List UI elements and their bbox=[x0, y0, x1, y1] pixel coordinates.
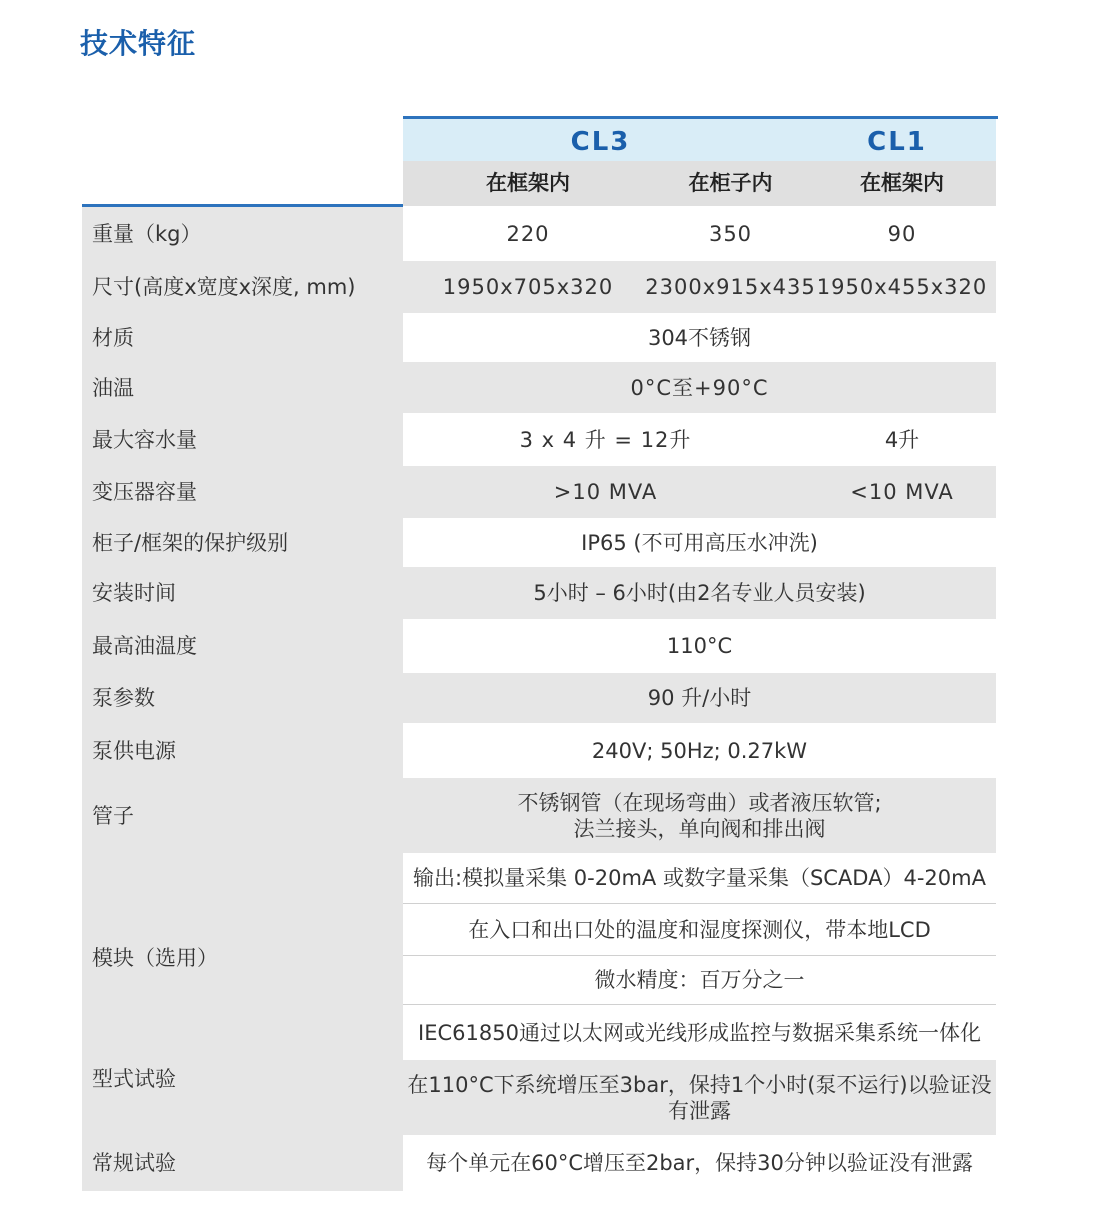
cell-value bbox=[403, 1060, 996, 1135]
cell-value: 1950x455x320 bbox=[816, 275, 988, 299]
cell-value: 1950x705x320 bbox=[442, 275, 614, 299]
sub-label-cl3-frame: 在框架内 bbox=[486, 171, 570, 195]
row-label: 常规试验 bbox=[92, 1151, 176, 1175]
cell-value: 0°C至+90°C bbox=[630, 375, 769, 400]
row-routine-test bbox=[82, 1135, 996, 1191]
row-pipe bbox=[82, 778, 996, 853]
cell-value: 在入口和出口处的温度和湿度探测仪，带本地LCD bbox=[468, 917, 931, 942]
row-size bbox=[82, 261, 996, 313]
row-label: 管子 bbox=[92, 803, 134, 828]
row-label: 安装时间 bbox=[92, 581, 176, 605]
row-label: 变压器容量 bbox=[92, 480, 197, 504]
cell-value: 3 x 4 升 = 12升 bbox=[519, 427, 692, 452]
row-type-test bbox=[82, 1060, 996, 1135]
cell-value: 350 bbox=[708, 222, 753, 246]
row-transformer bbox=[82, 466, 996, 518]
row-label: 重量（kg） bbox=[92, 222, 202, 246]
row-install-time bbox=[82, 567, 996, 619]
module-item bbox=[403, 1005, 996, 1060]
cell-value: >10 MVA bbox=[553, 480, 658, 504]
row-label: 柜子/框架的保护级别 bbox=[92, 530, 289, 555]
model-cl1-label: CL1 bbox=[867, 127, 927, 157]
page-title: 技术特征 bbox=[80, 27, 197, 60]
row-protection bbox=[82, 518, 996, 567]
cell-value bbox=[403, 778, 996, 853]
cell-line: 不锈钢管（在现场弯曲）或者液压软管; bbox=[517, 790, 882, 815]
cell-line: 在110°C下系统增压至3bar，保持1个小时(泵不运行)以验证没 bbox=[407, 1072, 992, 1097]
cell-line: 法兰接头，单向阀和排出阀 bbox=[573, 816, 826, 841]
row-label: 最高油温度 bbox=[92, 634, 197, 658]
row-pump bbox=[82, 673, 996, 723]
row-power bbox=[82, 723, 996, 778]
row-water-capacity bbox=[82, 413, 996, 466]
cell-value: 2300x915x435 bbox=[645, 275, 816, 299]
cell-value: 240V; 50Hz; 0.27kW bbox=[591, 738, 808, 763]
row-max-oil-temp bbox=[82, 619, 996, 673]
cell-value: 110°C bbox=[666, 634, 733, 658]
row-label: 油温 bbox=[92, 375, 134, 400]
cell-value: 输出:模拟量采集 0-20mA 或数字量采集（SCADA）4-20mA bbox=[413, 866, 986, 890]
cell-value: <10 MVA bbox=[850, 480, 954, 504]
row-label: 最大容水量 bbox=[92, 427, 197, 452]
cell-value: 90 bbox=[887, 222, 917, 246]
cell-value: 304不锈钢 bbox=[647, 325, 752, 350]
row-module-label bbox=[82, 853, 403, 1060]
row-label: 泵参数 bbox=[92, 686, 155, 710]
cell-value: 90 升/小时 bbox=[647, 686, 752, 710]
cell-value: IP65 (不可用高压水冲洗) bbox=[581, 530, 818, 555]
cell-value: 4升 bbox=[884, 427, 920, 452]
row-oil-temp bbox=[82, 362, 996, 413]
cell-value: 220 bbox=[506, 222, 550, 246]
cell-value: 5小时 – 6小时(由2名专业人员安装) bbox=[533, 581, 866, 605]
cell-value: IEC61850通过以太网或光线形成监控与数据采集系统一体化 bbox=[418, 1020, 981, 1045]
model-cl3-label: CL3 bbox=[570, 127, 631, 157]
row-material bbox=[82, 313, 996, 362]
row-label: 材质 bbox=[92, 325, 134, 350]
module-item bbox=[403, 853, 996, 903]
sub-label-cl1-frame: 在框架内 bbox=[860, 171, 944, 195]
row-weight bbox=[82, 207, 996, 261]
module-item bbox=[403, 956, 996, 1004]
row-label: 型式试验 bbox=[92, 1067, 176, 1091]
sub-label-cl3-cabinet: 在柜子内 bbox=[688, 171, 773, 195]
module-item bbox=[403, 904, 996, 955]
cell-value: 微水精度：百万分之一 bbox=[594, 968, 805, 992]
cell-value: 每个单元在60°C增压至2bar，保持30分钟以验证没有泄露 bbox=[426, 1151, 973, 1175]
cell-line: 有泄露 bbox=[668, 1098, 731, 1123]
row-label: 模块（选用） bbox=[92, 945, 218, 970]
row-label: 泵供电源 bbox=[92, 738, 176, 763]
row-label: 尺寸(高度x宽度x深度, mm) bbox=[92, 275, 356, 299]
